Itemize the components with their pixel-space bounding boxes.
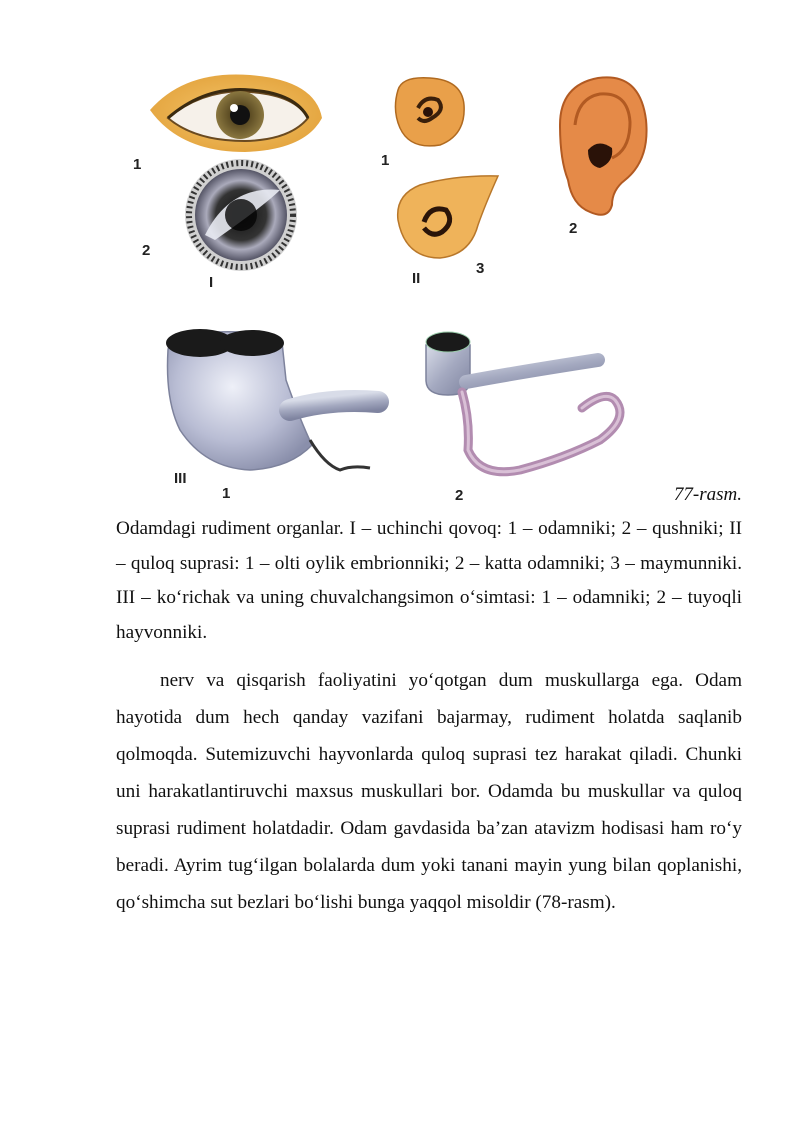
group-label-III: III [174,470,187,487]
monkey-ear-illustration [398,176,498,258]
appendix-label-2: 2 [455,487,464,504]
human-caecum-illustration [166,329,378,470]
caption-text: Odamdagi rudiment organlar. I – uchinchi qovoq: 1 – odamniki; 2 – qushniki; II – quloq suprasi: 1 – olti oylik embrionniki; 2 – katta odamniki; 3 – maymunniki. III – ko‘richak va uning chuvalchangsimon o‘simtasi: 1 – odamniki; 2 – tuyoqli hayvonniki. [116,518,742,643]
eye-label-1: 1 [133,156,142,173]
adult-ear-illustration [560,77,647,214]
human-eye-illustration [150,74,322,152]
group-label-I: I [209,274,214,291]
ungulate-caecum-illustration [426,332,620,472]
eye-label-2: 2 [142,242,151,259]
group-label-II: II [412,270,421,287]
figure-illustration [0,0,800,520]
bird-eye-illustration [185,159,297,271]
ear-label-1: 1 [381,152,390,169]
appendix-label-1: 1 [222,485,231,502]
figure-caption [116,512,742,650]
embryo-ear-illustration [395,78,464,146]
ear-label-2: 2 [569,220,578,237]
body-paragraph [116,662,742,921]
paragraph-text: nerv va qisqarish faoliyatini yo‘qotgan dum muskullarga ega. Odam hayotida dum hech qanday vazifani bajarmay, rudiment holatda saqlanib qolmoqda. Sutemizuvchi hayvonlarda quloq suprasi tez harakat qiladi. Chunki uni harakatlantiruvchi maxsus muskullari bor. Odamda bu muskullar va quloq suprasi rudiment holatdadir. Odam gavdasida ba’zan atavizm hodisasi ham ro‘y beradi. Ayrim tug‘ilgan bolalarda dum yoki tanani mayin yung bilan qoplanishi, qo‘shimcha sut bezlari bo‘lishi bunga yaqqol misoldir (78-rasm). [116,670,742,913]
ear-label-3: 3 [476,260,485,277]
figure-reference: 77-rasm. [673,484,742,505]
